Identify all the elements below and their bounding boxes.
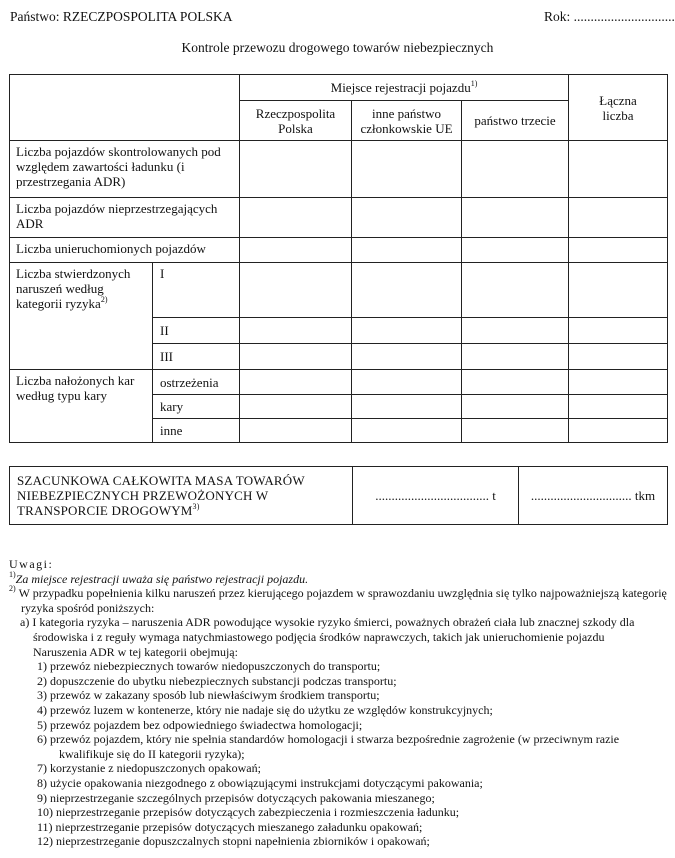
cell-input[interactable]: [462, 238, 569, 263]
note-1: $^{1)}$Za miejsce rejestracji uważa się państwo rejestracji pojazdu.: [9, 569, 309, 586]
cell-input[interactable]: [569, 318, 668, 344]
year-field[interactable]: Rok: ..............................: [544, 9, 675, 24]
cell-input[interactable]: [240, 370, 352, 395]
list-item: 8) użycie opakowania niezgodnego z obowiązującymi instrukcjami dotyczącymi pakowania;: [37, 775, 483, 790]
list-item: 9) nieprzestrzeganie szczególnych przepisów dotyczących pakowania mieszanego;: [37, 790, 435, 805]
list-item: 1) przewóz niebezpiecznych towarów niedopuszczonych do transportu;: [37, 659, 381, 674]
cell-input[interactable]: [240, 395, 352, 419]
note-2a: a) I kategoria ryzyka – naruszenia ADR powodujące wysokie ryzyko śmierci, poważnych obrażeń ciała lub znacznej szkody dla środowiska i z reguły wymaga natychmiastowego podjęcia środków naprawczych, takich jak unieruchomienie pojazdu: [20, 615, 635, 644]
cell-input[interactable]: [569, 395, 668, 419]
cell-input[interactable]: [240, 263, 352, 318]
list-item: 6) przewóz pojazdem, który nie spełnia standardów homologacji i stwarza bezpośrednie zagrożenie (w przeciwnym razie kwalifikuje się do II kategorii ryzyka);: [37, 732, 620, 761]
notes-section: [9, 557, 669, 849]
list-item: 4) przewóz luzem w kontenerze, który nie nadaje się do użytku ze względów konstrukcyjnych;: [37, 702, 493, 717]
notes-heading: Uwagi:: [9, 557, 54, 571]
col-header-eu: inne państwo członkowskie UE: [352, 101, 462, 141]
list-item: 10) nieprzestrzeganie przepisów dotyczących zabezpieczenia i rozmieszczenia ładunku;: [37, 805, 460, 820]
row-label-noncompliant: Liczba pojazdów nieprzestrzegających ADR: [10, 198, 240, 238]
cell-input[interactable]: [352, 370, 462, 395]
col-header-total: Łączna liczba: [569, 75, 668, 141]
cell-input[interactable]: [569, 370, 668, 395]
cell-input[interactable]: [240, 419, 352, 443]
cell-input[interactable]: [569, 263, 668, 318]
mass-table: [9, 466, 668, 525]
cell-input[interactable]: [240, 238, 352, 263]
risk-cat-2: II: [153, 318, 240, 344]
row-label-violations: Liczba stwierdzonych naruszeń według kategorii ryzyka$^{2)}$: [10, 263, 153, 370]
cell-input[interactable]: [462, 344, 569, 370]
cell-input[interactable]: [462, 198, 569, 238]
note-2: $^{2)}$ W przypadku popełnienia kilku naruszeń przez kierującego pojazdem w sprawozdaniu uwzględnia się tylko najpoważniejszą kategorię ryzyka spośród poniższych:: [9, 584, 667, 615]
cell-input[interactable]: [352, 419, 462, 443]
risk-cat-1: I: [153, 263, 240, 318]
cell-input[interactable]: [352, 318, 462, 344]
cell-input[interactable]: [569, 198, 668, 238]
list-item: 3) przewóz w zakazany sposób lub niewłaściwym środkiem transportu;: [37, 688, 380, 703]
corner-cell: [10, 75, 240, 141]
cell-input[interactable]: [352, 263, 462, 318]
list-item: 5) przewóz pojazdem bez odpowiedniego świadectwa homologacji;: [37, 717, 363, 732]
controls-table: [9, 74, 668, 443]
risk-cat-3: III: [153, 344, 240, 370]
row-label-penalties: Liczba nałożonych kar według typu kary: [10, 370, 153, 443]
mass-tonnes-field[interactable]: ................................... t: [353, 467, 519, 525]
mass-label: SZACUNKOWA CAŁKOWITA MASA TOWARÓW NIEBEZPIECZNYCH PRZEWOŻONYCH W TRANSPORCIE DROGOWYM$^{3)}$: [10, 467, 353, 525]
cell-input[interactable]: [462, 263, 569, 318]
cell-input[interactable]: [240, 198, 352, 238]
cell-input[interactable]: [462, 141, 569, 198]
cell-input[interactable]: [240, 318, 352, 344]
cell-input[interactable]: [569, 419, 668, 443]
cell-input[interactable]: [352, 395, 462, 419]
group-header: Miejsce rejestracji pojazdu$^{1)}$: [240, 75, 569, 101]
row-label-immobilised: Liczba unieruchomionych pojazdów: [10, 238, 240, 263]
list-item: 12) nieprzestrzeganie dopuszczalnych stopni napełnienia zbiorników i opakowań;: [37, 834, 430, 849]
cell-input[interactable]: [352, 141, 462, 198]
cell-input[interactable]: [569, 238, 668, 263]
cell-input[interactable]: [352, 238, 462, 263]
form-title: Kontrole przewozu drogowego towarów niebezpiecznych: [181, 40, 494, 55]
cell-input[interactable]: [240, 141, 352, 198]
list-item: 11) nieprzestrzeganie przepisów dotyczących mieszanego załadunku opakowań;: [37, 819, 423, 834]
penalty-fine: kary: [153, 395, 240, 419]
mass-tkm-field[interactable]: ............................... tkm: [519, 467, 668, 525]
cell-input[interactable]: [462, 370, 569, 395]
note-2a-intro: Naruszenia ADR w tej kategorii obejmują:: [33, 644, 238, 659]
row-label-controlled: Liczba pojazdów skontrolowanych pod względem zawartości ładunku (i przestrzegania ADR): [10, 141, 240, 198]
list-item: 2) dopuszczenie do ubytku niebezpiecznych substancji podczas transportu;: [37, 673, 397, 688]
col-header-third: państwo trzecie: [462, 101, 569, 141]
cell-input[interactable]: [352, 198, 462, 238]
cell-input[interactable]: [462, 318, 569, 344]
cell-input[interactable]: [462, 419, 569, 443]
country-field: Państwo: RZECZPOSPOLITA POLSKA: [10, 9, 233, 24]
cell-input[interactable]: [569, 344, 668, 370]
cell-input[interactable]: [352, 344, 462, 370]
col-header-poland: Rzeczpospolita Polska: [240, 101, 352, 141]
list-item: 7) korzystanie z niedopuszczonych opakowań;: [37, 761, 261, 776]
cell-input[interactable]: [462, 395, 569, 419]
penalty-other: inne: [153, 419, 240, 443]
penalty-warning: ostrzeżenia: [153, 370, 240, 395]
cell-input[interactable]: [240, 344, 352, 370]
cell-input[interactable]: [569, 141, 668, 198]
